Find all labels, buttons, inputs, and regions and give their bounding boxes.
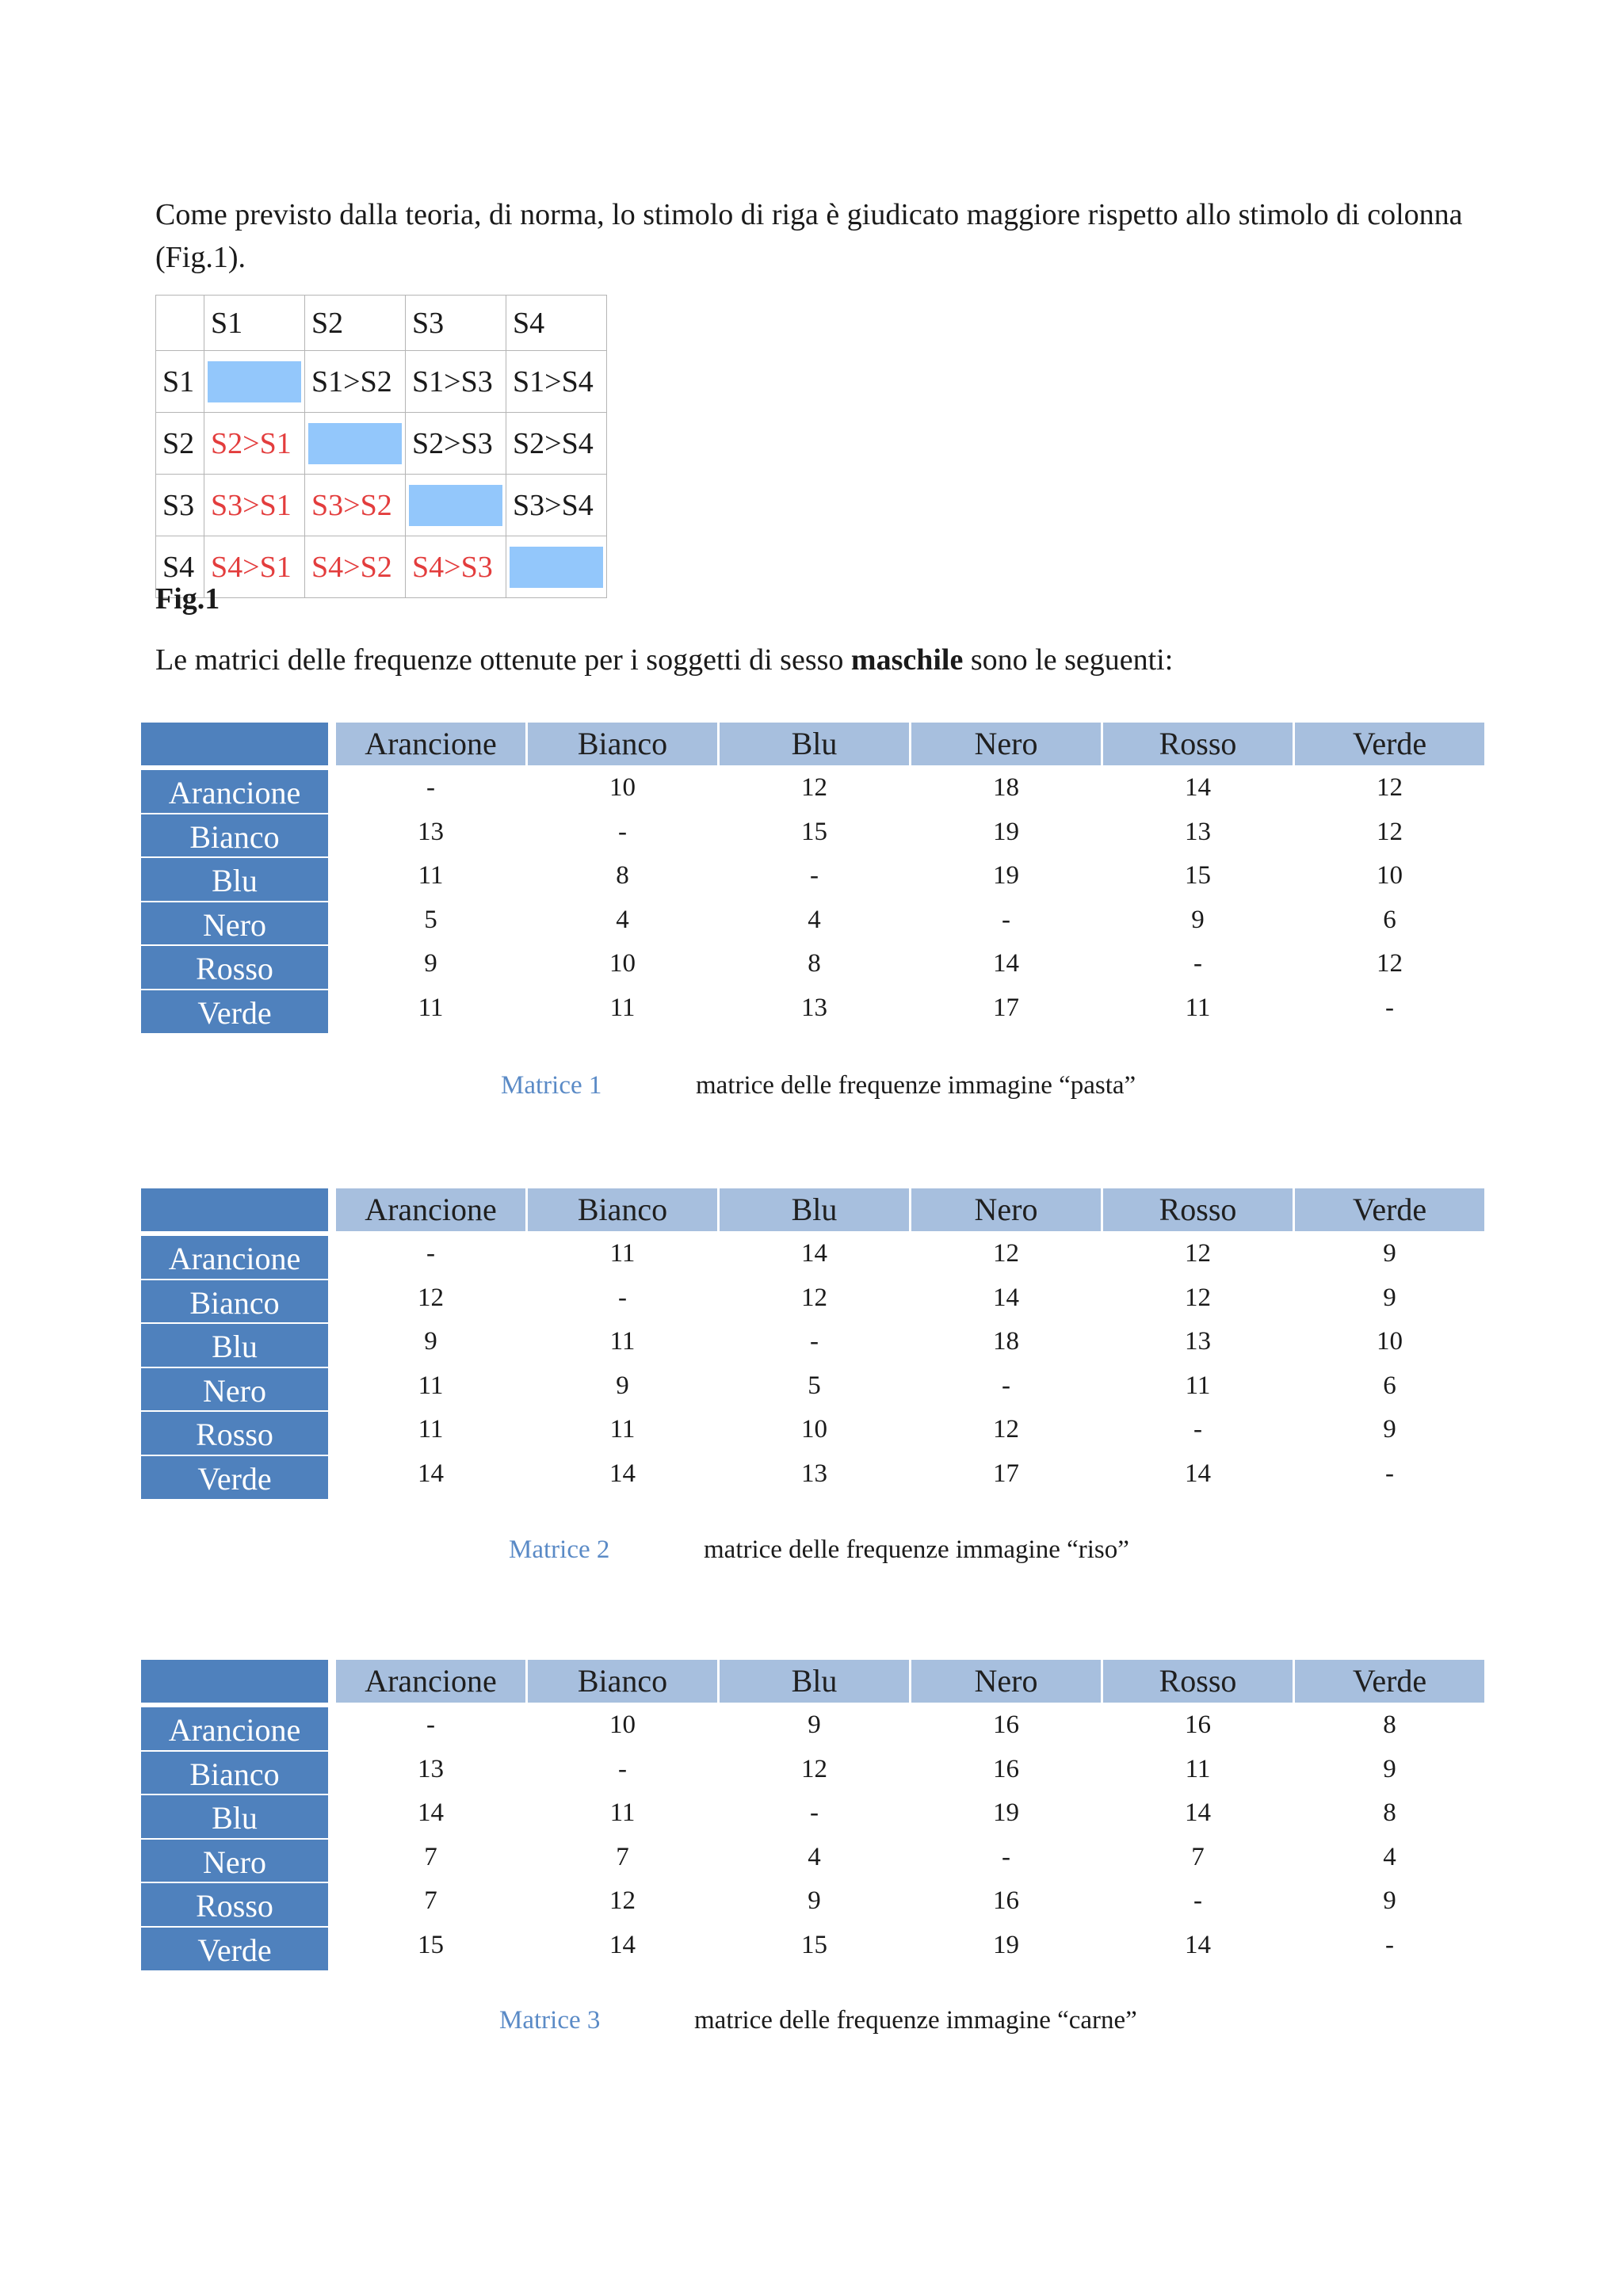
matrix-cell: 18 [993,773,1019,802]
diagonal-fill [409,485,502,526]
matrix-cell: 7 [616,1842,629,1871]
matrix-cell: 12 [1377,817,1403,846]
matrix-cell: 14 [609,1931,636,1959]
matrix-row [141,1322,1488,1367]
matrix-row-header: Arancione [141,1706,328,1750]
figure-cell: S2>S4 [506,413,607,475]
matrix-cell: 10 [1377,861,1403,891]
matrix-cell: - [426,1711,435,1739]
figure-diagonal-cell [305,413,406,475]
matrix-cell: 13 [801,994,827,1022]
matrix-cell: 4 [1383,1842,1396,1871]
matrix-cell: 17 [993,994,1019,1022]
matrix-cell: 11 [418,1371,444,1400]
matrix-corner-cell [141,723,328,765]
lead-text-after: sono le seguenti: [963,643,1174,677]
matrix-cell: 10 [1377,1327,1403,1356]
matrix-cell: - [1385,994,1394,1022]
matrix-cell: 16 [993,1711,1019,1739]
matrix-col-header: Rosso [1103,1660,1293,1703]
matrix-col-header: Nero [911,723,1101,765]
matrix-cell: 11 [609,1415,636,1444]
matrix-cell: 14 [993,1283,1019,1312]
matrix-cell: 19 [993,1931,1019,1959]
matrix-row [141,856,1488,901]
matrix-header-row [141,723,1488,765]
matrix-cell: - [618,1283,627,1312]
matrix-cell: - [810,1798,819,1828]
matrix-cell: 19 [993,817,1019,846]
matrix-cell: 11 [418,994,444,1022]
matrix-cell: 12 [1185,1239,1211,1268]
figure-cell: S1>S4 [506,351,607,413]
matrix-row [141,1367,1488,1411]
matrix-cell: 12 [801,1754,827,1783]
matrix-col-header: Verde [1295,723,1484,765]
matrix-cell: 9 [1191,905,1205,934]
figure-diagonal-cell [406,475,506,536]
matrix-cell: 9 [1383,1283,1396,1312]
diagonal-fill [510,547,603,588]
matrix-cell: 19 [993,1798,1019,1828]
matrix-row [141,901,1488,945]
matrix-cell: 9 [1383,1754,1396,1783]
matrix-cell: 12 [993,1415,1019,1444]
matrix-cell: 14 [1185,1798,1211,1828]
matrix-cell: 8 [808,949,821,978]
lead-text-bold: maschile [850,643,964,677]
matrix-cell: 11 [609,1327,636,1356]
intro-paragraph: Come previsto dalla teoria, di norma, lo stimolo di riga è giudicato maggiore rispetto allo stimolo di colonna (Fig.1). [155,198,1463,274]
matrix-cell: 12 [418,1283,444,1312]
matrix-cell: - [1193,1886,1202,1916]
matrix-cell: 9 [616,1371,629,1400]
lead-text-before: Le matrici delle frequenze ottenute per i soggetti di sesso [155,643,851,677]
matrix-row [141,944,1488,989]
matrix-cell: - [1193,949,1202,978]
matrix-row [141,1838,1488,1882]
figure-row [156,475,607,536]
matrix-row [141,1234,1488,1279]
matrix-cell: 15 [418,1931,444,1959]
matrix-row-header: Rosso [141,1410,328,1455]
matrix-cell: - [1385,1459,1394,1488]
matrix-cell: 10 [609,773,636,802]
figure-diagonal-cell [506,536,607,598]
matrix-cell: 9 [1383,1886,1396,1916]
matrix-cell: 7 [1191,1842,1205,1871]
matrix-cell: 14 [418,1798,444,1828]
matrix-row-header: Verde [141,1926,328,1970]
matrix-cell: 14 [418,1459,444,1488]
matrix-cell: - [1002,1842,1010,1871]
matrix-cell: 8 [1383,1711,1396,1739]
matrix-row [141,769,1488,813]
matrix-cell: 13 [801,1459,827,1488]
figure-col-header: S1 [204,296,305,351]
matrix-col-header: Arancione [336,1188,525,1231]
matrix-row [141,1926,1488,1970]
matrix-corner-cell [141,1660,328,1703]
matrix-cell: 7 [424,1886,437,1916]
matrix-cell: 13 [418,817,444,846]
matrix-cell: 12 [801,1283,827,1312]
matrix-caption-label: Matrice 1 [501,1071,602,1100]
matrix-caption-text: matrice delle frequenze immagine “carne” [694,2006,1137,2035]
matrix-cell: 9 [424,1327,437,1356]
figure-corner-cell [156,296,204,351]
matrix-cell: 10 [801,1415,827,1444]
matrix-cell: - [810,861,819,891]
figure-col-header: S3 [406,296,506,351]
matrix-cell: - [426,773,435,802]
matrix-cell: 11 [1185,994,1211,1022]
matrix-col-header: Verde [1295,1660,1484,1703]
matrix-cell: 13 [1185,1327,1211,1356]
matrix-row-header: Nero [141,1838,328,1882]
matrix-cell: 7 [424,1842,437,1871]
matrix-row [141,1706,1488,1750]
matrix-row-header: Bianco [141,1279,328,1323]
matrix-caption-label-wrap [509,1535,609,1565]
matrix-cell: 6 [1383,1371,1396,1400]
matrix-cell: 16 [993,1886,1019,1916]
matrix-cell: 10 [609,1711,636,1739]
figure-cell-red: S3>S1 [204,475,305,536]
matrix-col-header: Nero [911,1660,1101,1703]
matrix-cell: 14 [609,1459,636,1488]
matrix-row-header: Arancione [141,769,328,813]
matrix-row-header: Nero [141,1367,328,1411]
matrix-row [141,989,1488,1033]
matrix-cell: 4 [616,905,629,934]
matrix-cell: 12 [1377,949,1403,978]
matrix-cell: 12 [1377,773,1403,802]
matrix-cell: 15 [1185,861,1211,891]
matrix-col-header: Bianco [528,1660,717,1703]
figure-cell: S1>S2 [305,351,406,413]
matrix-cell: 4 [808,1842,821,1871]
matrix-cell: 10 [609,949,636,978]
matrix-cell: - [1193,1415,1202,1444]
figure-row [156,413,607,475]
matrix-row-header: Bianco [141,1750,328,1794]
matrix-cell: 4 [808,905,821,934]
matrix-cell: - [618,817,627,846]
matrix-row-header: Bianco [141,813,328,857]
matrix-row-header: Arancione [141,1234,328,1279]
matrix-cell: 9 [1383,1415,1396,1444]
matrix-cell: 14 [993,949,1019,978]
figure-row-header: S1 [156,351,204,413]
figure-row [156,536,607,598]
figure-cell: S3>S4 [506,475,607,536]
matrix-cell: - [426,1239,435,1268]
matrix-cell: 14 [801,1239,827,1268]
matrix-cell: 11 [418,861,444,891]
figure-cell: S2>S3 [406,413,506,475]
figure-col-header: S2 [305,296,406,351]
matrix-cell: 11 [1185,1371,1211,1400]
matrix-cell: 12 [993,1239,1019,1268]
figure-cell-red: S4>S3 [406,536,506,598]
figure-header-row [156,296,607,351]
matrix-row [141,813,1488,857]
matrix-row-header: Blu [141,1322,328,1367]
matrix-cell: 5 [424,905,437,934]
figure-cell: S1>S3 [406,351,506,413]
matrix-col-header: Bianco [528,1188,717,1231]
matrix-col-header: Blu [720,1188,909,1231]
matrix-cell: 14 [1185,773,1211,802]
matrix-col-header: Bianco [528,723,717,765]
matrix-cell: 9 [808,1711,821,1739]
matrix-cell: 11 [1185,1754,1211,1783]
matrix-corner-cell [141,1188,328,1231]
matrix-row [141,1750,1488,1794]
matrix-row-header: Rosso [141,944,328,989]
matrix-cell: 13 [418,1754,444,1783]
matrix-header-row [141,1660,1488,1703]
matrix-row-header: Verde [141,989,328,1033]
matrix-caption-label-wrap [499,2006,600,2035]
matrix-col-header: Rosso [1103,723,1293,765]
matrix-caption-text: matrice delle frequenze immagine “pasta” [696,1071,1136,1100]
matrix-row-header: Blu [141,1794,328,1838]
matrix-cell: 5 [808,1371,821,1400]
matrix-cell: - [1385,1931,1394,1959]
matrix-cell: 11 [609,994,636,1022]
matrix-cell: 18 [993,1327,1019,1356]
matrix-cell: 11 [609,1239,636,1268]
matrix-col-header: Verde [1295,1188,1484,1231]
matrix-row [141,1410,1488,1455]
matrix-col-header: Rosso [1103,1188,1293,1231]
matrix-cell: 19 [993,861,1019,891]
matrix-cell: 9 [424,949,437,978]
matrix-caption-text: matrice delle frequenze immagine “riso” [704,1535,1129,1564]
matrix-col-header: Arancione [336,1660,525,1703]
matrix-cell: 9 [1383,1239,1396,1268]
matrix-row [141,1455,1488,1499]
figure-row-header: S3 [156,475,204,536]
matrix-cell: - [618,1754,627,1783]
matrix-row [141,1882,1488,1926]
matrix-row-header: Nero [141,901,328,945]
matrix-cell: 8 [616,861,629,891]
matrix-row-header: Blu [141,856,328,901]
matrix-cell: - [1002,905,1010,934]
matrix-cell: 17 [993,1459,1019,1488]
matrix-cell: - [1002,1371,1010,1400]
matrix-cell: 9 [808,1886,821,1916]
matrix-caption-label: Matrice 2 [509,1535,610,1564]
matrix-row-header: Verde [141,1455,328,1499]
matrix-row [141,1794,1488,1838]
lead-paragraph [155,639,1471,681]
matrix-caption-label-wrap [501,1071,601,1100]
comparison-figure-table [155,295,607,598]
matrix-caption-label: Matrice 3 [499,2006,601,2035]
figure-cell-red: S2>S1 [204,413,305,475]
matrix-cell: 11 [609,1798,636,1828]
matrix-cell: 8 [1383,1798,1396,1828]
matrix-cell: 14 [1185,1931,1211,1959]
matrix-cell: 11 [418,1415,444,1444]
matrix-col-header: Blu [720,723,909,765]
diagonal-fill [308,423,402,464]
matrix-cell: - [810,1327,819,1356]
matrix-cell: 12 [1185,1283,1211,1312]
matrix-cell: 16 [1185,1711,1211,1739]
figure-diagonal-cell [204,351,305,413]
matrix-cell: 12 [801,773,827,802]
matrix-cell: 13 [1185,817,1211,846]
matrix-cell: 12 [609,1886,636,1916]
matrix-cell: 6 [1383,905,1396,934]
figure-caption: Fig.1 [155,582,220,616]
figure-row-header: S4 [156,536,204,598]
matrix-header-row [141,1188,1488,1231]
matrix-col-header: Blu [720,1660,909,1703]
matrix-cell: 15 [801,1931,827,1959]
figure-col-header: S4 [506,296,607,351]
diagonal-fill [208,361,301,402]
matrix-row-header: Rosso [141,1882,328,1926]
matrix-cell: 15 [801,817,827,846]
matrix-row [141,1279,1488,1323]
matrix-cell: 16 [993,1754,1019,1783]
matrix-col-header: Arancione [336,723,525,765]
figure-cell-red: S4>S1 [204,536,305,598]
figure-row [156,351,607,413]
figure-cell-red: S4>S2 [305,536,406,598]
matrix-cell: 14 [1185,1459,1211,1488]
matrix-col-header: Nero [911,1188,1101,1231]
figure-row-header: S2 [156,413,204,475]
figure-cell-red: S3>S2 [305,475,406,536]
